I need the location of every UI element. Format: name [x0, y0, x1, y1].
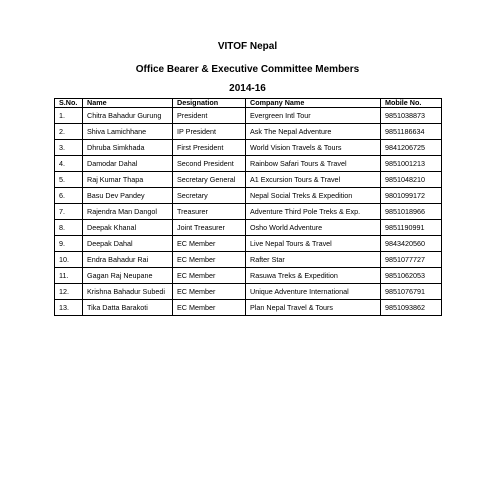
table-row	[55, 108, 442, 124]
table-row	[55, 220, 442, 236]
cell-designation: Joint Treasurer	[173, 220, 246, 236]
cell-name: Dhruba Simkhada	[83, 140, 173, 156]
cell-sno: 5.	[55, 172, 83, 188]
cell-mobile-no: 9851062053	[381, 268, 442, 284]
cell-company-name: A1 Excursion Tours & Travel	[246, 172, 381, 188]
cell-designation: EC Member	[173, 236, 246, 252]
cell-designation: President	[173, 108, 246, 124]
cell-designation: EC Member	[173, 284, 246, 300]
cell-company-name: Live Nepal Tours & Travel	[246, 236, 381, 252]
cell-mobile-no: 9851001213	[381, 156, 442, 172]
table-row	[55, 204, 442, 220]
cell-designation: Secretary General	[173, 172, 246, 188]
cell-sno: 11.	[55, 268, 83, 284]
table-row	[55, 252, 442, 268]
cell-designation: EC Member	[173, 252, 246, 268]
members-table	[54, 98, 442, 316]
table-row	[55, 140, 442, 156]
cell-designation: IP President	[173, 124, 246, 140]
table-header-row	[55, 99, 442, 108]
table-row	[55, 172, 442, 188]
header-mobile-no: Mobile No.	[381, 99, 442, 108]
cell-mobile-no: 9851093862	[381, 300, 442, 316]
cell-company-name: Rainbow Safari Tours & Travel	[246, 156, 381, 172]
cell-designation: EC Member	[173, 268, 246, 284]
cell-name: Deepak Dahal	[83, 236, 173, 252]
term-years: 2014-16	[229, 83, 266, 94]
cell-mobile-no: 9843420560	[381, 236, 442, 252]
cell-name: Damodar Dahal	[83, 156, 173, 172]
cell-company-name: Adventure Third Pole Treks & Exp.	[246, 204, 381, 220]
header-name: Name	[83, 99, 173, 108]
cell-mobile-no: 9851048210	[381, 172, 442, 188]
table-row	[55, 188, 442, 204]
header-company-name: Company Name	[246, 99, 381, 108]
committee-heading: Office Bearer & Executive Committee Members	[135, 64, 360, 75]
cell-company-name: Nepal Social Treks & Expedition	[246, 188, 381, 204]
cell-sno: 6.	[55, 188, 83, 204]
cell-company-name: Unique Adventure International	[246, 284, 381, 300]
cell-name: Chitra Bahadur Gurung	[83, 108, 173, 124]
cell-company-name: World Vision Travels & Tours	[246, 140, 381, 156]
cell-company-name: Plan Nepal Travel & Tours	[246, 300, 381, 316]
cell-name: Krishna Bahadur Subedi	[83, 284, 173, 300]
cell-mobile-no: 9801099172	[381, 188, 442, 204]
table-row	[55, 300, 442, 316]
cell-name: Deepak Khanal	[83, 220, 173, 236]
cell-mobile-no: 9851186634	[381, 124, 442, 140]
cell-company-name: Osho World Adventure	[246, 220, 381, 236]
cell-company-name: Evergreen Intl Tour	[246, 108, 381, 124]
cell-sno: 9.	[55, 236, 83, 252]
cell-mobile-no: 9851076791	[381, 284, 442, 300]
cell-company-name: Rasuwa Treks & Expedition	[246, 268, 381, 284]
cell-name: Gagan Raj Neupane	[83, 268, 173, 284]
table-row	[55, 156, 442, 172]
cell-sno: 13.	[55, 300, 83, 316]
cell-sno: 2.	[55, 124, 83, 140]
cell-name: Tika Datta Barakoti	[83, 300, 173, 316]
cell-name: Basu Dev Pandey	[83, 188, 173, 204]
cell-sno: 10.	[55, 252, 83, 268]
cell-designation: Second President	[173, 156, 246, 172]
cell-company-name: Rafter Star	[246, 252, 381, 268]
cell-name: Rajendra Man Dangol	[83, 204, 173, 220]
cell-mobile-no: 9851190991	[381, 220, 442, 236]
cell-sno: 7.	[55, 204, 83, 220]
cell-company-name: Ask The Nepal Adventure	[246, 124, 381, 140]
cell-mobile-no: 9841206725	[381, 140, 442, 156]
cell-mobile-no: 9851077727	[381, 252, 442, 268]
cell-sno: 12.	[55, 284, 83, 300]
cell-designation: EC Member	[173, 300, 246, 316]
cell-sno: 8.	[55, 220, 83, 236]
org-name-title: VITOF Nepal	[217, 41, 278, 52]
table-row	[55, 236, 442, 252]
header-designation: Designation	[173, 99, 246, 108]
cell-sno: 1.	[55, 108, 83, 124]
cell-mobile-no: 9851018966	[381, 204, 442, 220]
cell-name: Shiva Lamichhane	[83, 124, 173, 140]
cell-designation: First President	[173, 140, 246, 156]
table-row	[55, 284, 442, 300]
table-row	[55, 268, 442, 284]
table-row	[55, 124, 442, 140]
cell-sno: 3.	[55, 140, 83, 156]
cell-mobile-no: 9851038873	[381, 108, 442, 124]
cell-name: Raj Kumar Thapa	[83, 172, 173, 188]
header-sno: S.No.	[55, 99, 83, 108]
cell-name: Endra Bahadur Rai	[83, 252, 173, 268]
cell-sno: 4.	[55, 156, 83, 172]
cell-designation: Secretary	[173, 188, 246, 204]
cell-designation: Treasurer	[173, 204, 246, 220]
table-body	[55, 108, 442, 316]
